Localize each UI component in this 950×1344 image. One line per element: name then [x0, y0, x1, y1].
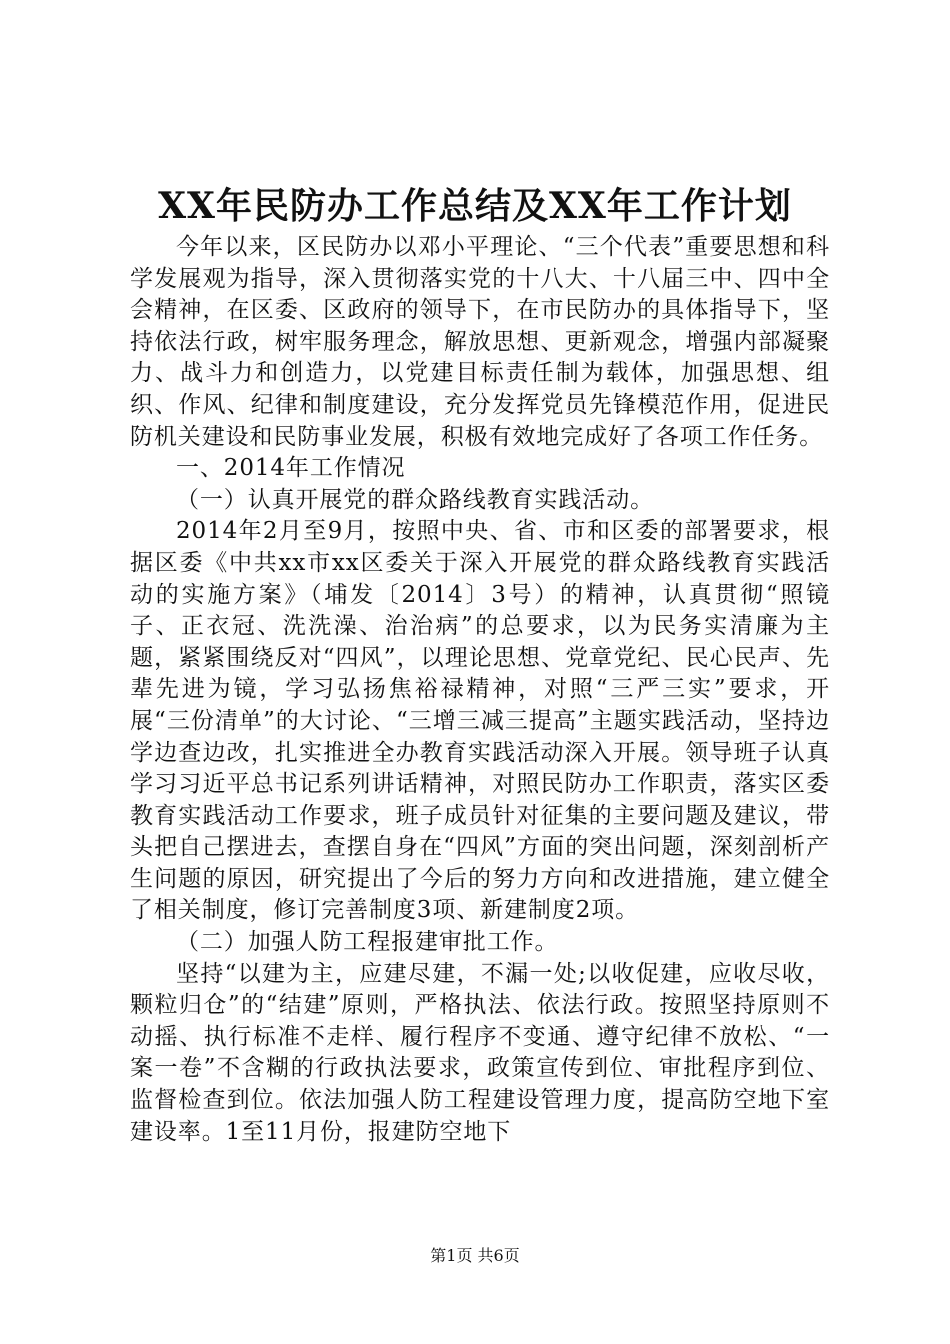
paragraph-mass-line: 2014年2月至9月，按照中央、省、市和区委的部署要求，根据区委《中共xx市xx区委关于深入开展党的群众路线教育实践活动的实施方案》（埔发〔2014〕3号）的精神，认真贯彻“照镜子、正衣冠、洗洗澡、治治病”的总要求，以为民务实清廉为主题，紧紧围绕反对“四风”，以理论思想、党章党纪、民心民声、先辈先进为镜，学习弘扬焦裕禄精神，对照“三严三实”要求，开展“三份清单”的大讨论、“三增三减三提高”主题实践活动，坚持边学边查边改，扎实推进全办教育实践活动深入开展。领导班子认真学习习近平总书记系列讲话精神，对照民防办工作职责，落实区委教育实践活动工作要求，班子成员针对征集的主要问题及建议，带头把自己摆进去，查摆自身在“四风”方面的突出问题，深刻剖析产生问题的原因，研究提出了今后的努力方向和改进措施，建立健全了相关制度，修订完善制度3项、新建制度2项。	[130, 518, 830, 924]
section-heading-1: 一、2014年工作情况	[176, 455, 406, 482]
paragraph-construction: 坚持“以建为主，应建尽建，不漏一处;以收促建，应收尽收，颗粒归仓”的“结建”原则，严格执法、依法行政。按照坚持原则不动摇、执行标准不走样、履行程序不变通、遵守纪律不放松、“一案一卷”不含糊的行政执法要求，政策宣传到位、审批程序到位、监督检查到位。依法加强人防工程建设管理力度，提高防空地下室建设率。1至11月份，报建防空地下	[130, 960, 830, 1145]
document-title: XX年民防办工作总结及XX年工作计划	[158, 185, 792, 227]
subsection-heading-1: （一）认真开展党的群众路线教育实践活动。	[176, 486, 654, 513]
subsection-heading-2: （二）加强人防工程报建审批工作。	[176, 929, 559, 956]
paragraph-intro: 今年以来，区民防办以邓小平理论、“三个代表”重要思想和科学发展观为指导，深入贯彻落实党的十八大、十八届三中、四中全会精神，在区委、区政府的领导下，在市民防办的具体指导下，坚持依法行政，树牢服务理念，解放思想、更新观念，增强内部凝聚力、战斗力和创造力，以党建目标责任制为载体，加强思想、组织、作风、纪律和制度建设，充分发挥党员先锋模范作用，促进民防机关建设和民防事业发展，积极有效地完成好了各项工作任务。	[130, 234, 830, 450]
page-number-footer: 第1页 共6页	[430, 1246, 520, 1265]
document-body	[130, 232, 830, 1148]
